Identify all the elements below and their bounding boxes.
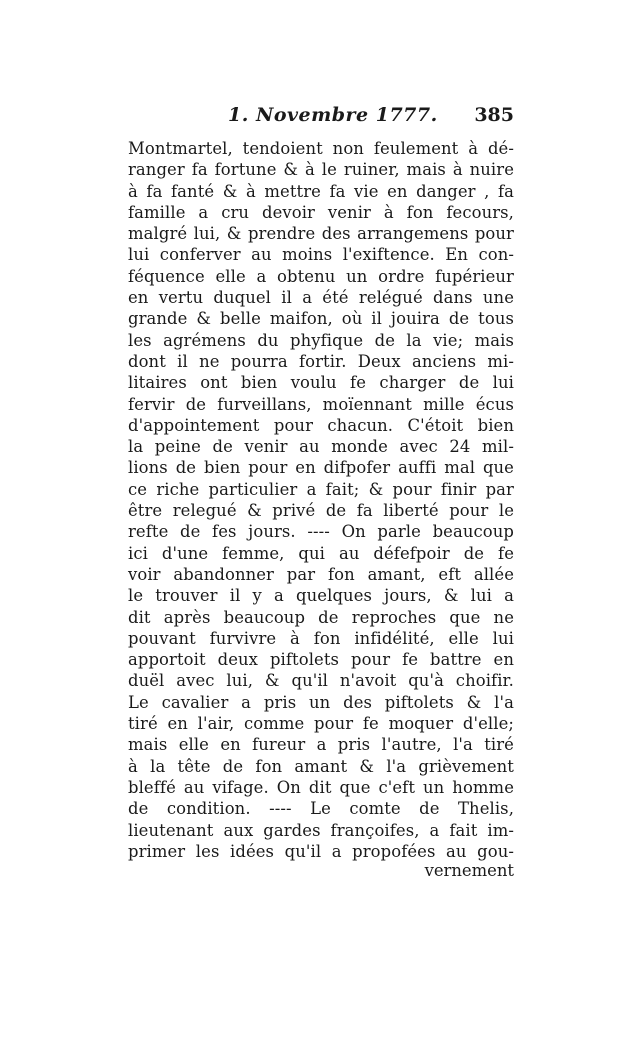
text-line: dont il ne pourra fortir. Deux anciens mi- <box>128 351 514 371</box>
text-line: à fa fanté & à mettre fa vie en danger , fa <box>128 181 514 201</box>
text-line: apportoit deux piftolets pour fe battre en <box>128 650 514 670</box>
body-text <box>128 138 514 862</box>
text-line: litaires ont bien voulu fe charger de lui <box>128 373 514 393</box>
text-line: Montmartel, tendoient non feulement à dé- <box>128 139 514 158</box>
text-line: primer les idées qu'il a propofées au gou- <box>128 841 514 861</box>
text-line: grande & belle maifon, où il jouira de tous <box>128 309 514 329</box>
text-line: Le cavalier a pris un des piftolets & l'a <box>128 692 514 712</box>
text-line: de condition. ---- Le comte de Thelis, <box>128 799 514 819</box>
text-line: tiré en l'air, comme pour fe moquer d'elle; <box>128 714 514 734</box>
text-line: ici d'une femme, qui au défefpoir de fe <box>128 543 514 563</box>
page-number: 385 <box>474 104 514 126</box>
text-line: lui conferver au moins l'exiftence. En con- <box>128 245 514 265</box>
text-line: bleffé au vifage. On dit que c'eft un homme <box>128 777 514 797</box>
header-date: 1. Novembre 1777. <box>228 104 438 126</box>
text-line: mais elle en fureur a pris l'autre, l'a tiré <box>128 735 514 755</box>
text-line: duël avec lui, & qu'il n'avoit qu'à choifir. <box>128 671 514 691</box>
text-line: les agrémens du phyfique de la vie; mais <box>128 330 514 350</box>
text-line: fervir de furveillans, moïennant mille écus <box>128 394 514 414</box>
text-line: d'appointement pour chacun. C'étoit bien <box>128 415 514 435</box>
running-header <box>128 104 514 138</box>
text-line: le trouver il y a quelques jours, & lui a <box>128 586 514 606</box>
text-line: pouvant furvivre à fon infidélité, elle lui <box>128 628 514 648</box>
text-line: être relegué & privé de fa liberté pour le <box>128 501 514 521</box>
text-line: la peine de venir au monde avec 24 mil- <box>128 437 514 457</box>
text-line: féquence elle a obtenu un ordre fupérieur <box>128 266 514 286</box>
text-line: refte de fes jours. ---- On parle beaucoup <box>128 522 514 542</box>
text-line: malgré lui, & prendre des arrangemens pour <box>128 224 514 244</box>
text-line: famille a cru devoir venir à fon fecours, <box>128 202 514 222</box>
text-line: ce riche particulier a fait; & pour finir par <box>128 479 514 499</box>
text-line: lieutenant aux gardes françoifes, a fait im- <box>128 820 514 840</box>
text-line: dit après beaucoup de reproches que ne <box>128 607 514 627</box>
text-line: à la tête de fon amant & l'a grièvement <box>128 756 514 776</box>
text-line: lions de bien pour en difpofer auffi mal que <box>128 458 514 478</box>
text-line: en vertu duquel il a été relégué dans une <box>128 288 514 308</box>
catchword: vernement <box>424 861 514 880</box>
text-line: ranger fa fortune & à le ruiner, mais à nuire <box>128 160 514 180</box>
text-line: voir abandonner par fon amant, eft allée <box>128 564 514 584</box>
